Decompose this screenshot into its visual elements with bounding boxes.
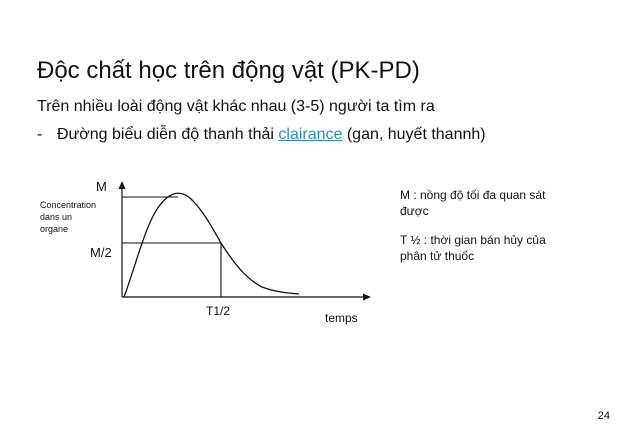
legend-m-line-1: M : nồng độ tối đa quan sát bbox=[400, 188, 546, 202]
y-axis-label-line-3: organe bbox=[40, 224, 69, 234]
concentration-curve bbox=[124, 193, 299, 297]
page-number: 24 bbox=[597, 410, 610, 422]
x-axis-arrow bbox=[363, 294, 371, 301]
legend-t-line-1: T ½ : thời gian bán hủy của bbox=[400, 233, 546, 247]
legend-m bbox=[400, 187, 600, 219]
legend-t-half bbox=[400, 232, 600, 264]
legend-t-line-2: phân tử thuốc bbox=[400, 249, 475, 263]
body-line-1: Trên nhiều loài động vật khác nhau (3-5) người ta tìm ra bbox=[37, 98, 435, 115]
line2-text-before: Đường biểu diễn độ thanh thải bbox=[57, 126, 279, 143]
slide-title: Độc chất học trên động vật (PK-PD) bbox=[37, 57, 420, 84]
m-label: M bbox=[96, 179, 107, 194]
t-half-label: T1/2 bbox=[206, 304, 231, 318]
legend-m-line-2: được bbox=[400, 204, 429, 218]
x-axis-label: temps bbox=[325, 311, 358, 325]
line2-text-after: (gan, huyết thannh) bbox=[342, 126, 486, 143]
clairance-link[interactable]: clairance bbox=[278, 126, 343, 143]
y-axis-label-line-2: dans un bbox=[40, 212, 73, 222]
y-axis-arrow bbox=[119, 181, 126, 189]
y-axis-label-line-1: Concentration bbox=[40, 200, 97, 210]
m-half-label: M/2 bbox=[90, 245, 112, 260]
bullet-dash: - bbox=[37, 126, 43, 143]
